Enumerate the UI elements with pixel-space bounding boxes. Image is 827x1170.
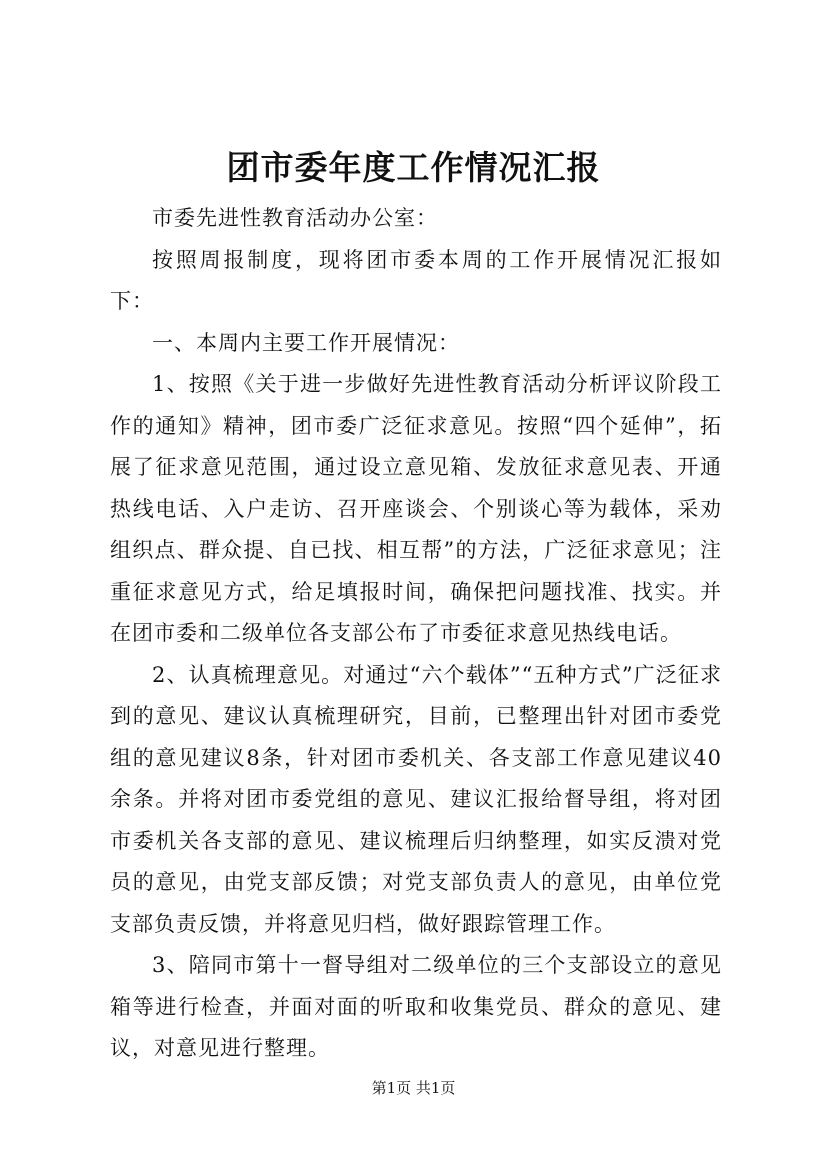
salutation-paragraph: 市委先进性教育活动办公室： bbox=[152, 206, 438, 230]
section-heading: 一、本周内主要工作开展情况： bbox=[152, 330, 460, 355]
item-paragraph-2: 2、认真梳理意见。对通过“六个载体”“五种方式”广泛征求到的意见、建议认真梳理研究，目前，已整理出针对团市委党组的意见建议8条，针对团市委机关、各支部工作意见建议40余条。并将对团市委党组的意见、建议汇报给督导组，将对团市委机关各支部的意见、建议梳理后归纳整理，如实反溃对党员的意见，由党支部反馈；对党支部负责人的意见，由单位党支部负责反馈，并将意见归档，做好跟踪管理工作。 bbox=[110, 662, 722, 936]
item-paragraph-1: 1、按照《关于进一步做好先进性教育活动分析评议阶段工作的通知》精神，团市委广泛征求意见。按照“四个延伸”，拓展了征求意见范围，通过设立意见箱、发放征求意见表、开通热线电话、入户走访、召开座谈会、个别谈心等为载体，采劝组织点、群众提、自已找、相互帮”的方法，广泛征求意见；注重征求意见方式，给足填报时间，确保把问题找准、找实。并在团市委和二级单位各支部公布了市委征求意见热线电话。 bbox=[110, 372, 722, 645]
item-paragraph-3: 3、陪同市第十一督导组对二级单位的三个支部设立的意见箱等进行检查，并面对面的听取和收集党员、群众的意见、建议，对意见进行整理。 bbox=[110, 953, 722, 1060]
intro-paragraph: 按照周报制度，现将团市委本周的工作开展情况汇报如下： bbox=[110, 247, 722, 313]
page-number-footer: 第1页 共1页 bbox=[371, 1079, 456, 1097]
document-body bbox=[110, 198, 722, 1070]
document-title: 团市委年度工作情况汇报 bbox=[226, 148, 601, 187]
